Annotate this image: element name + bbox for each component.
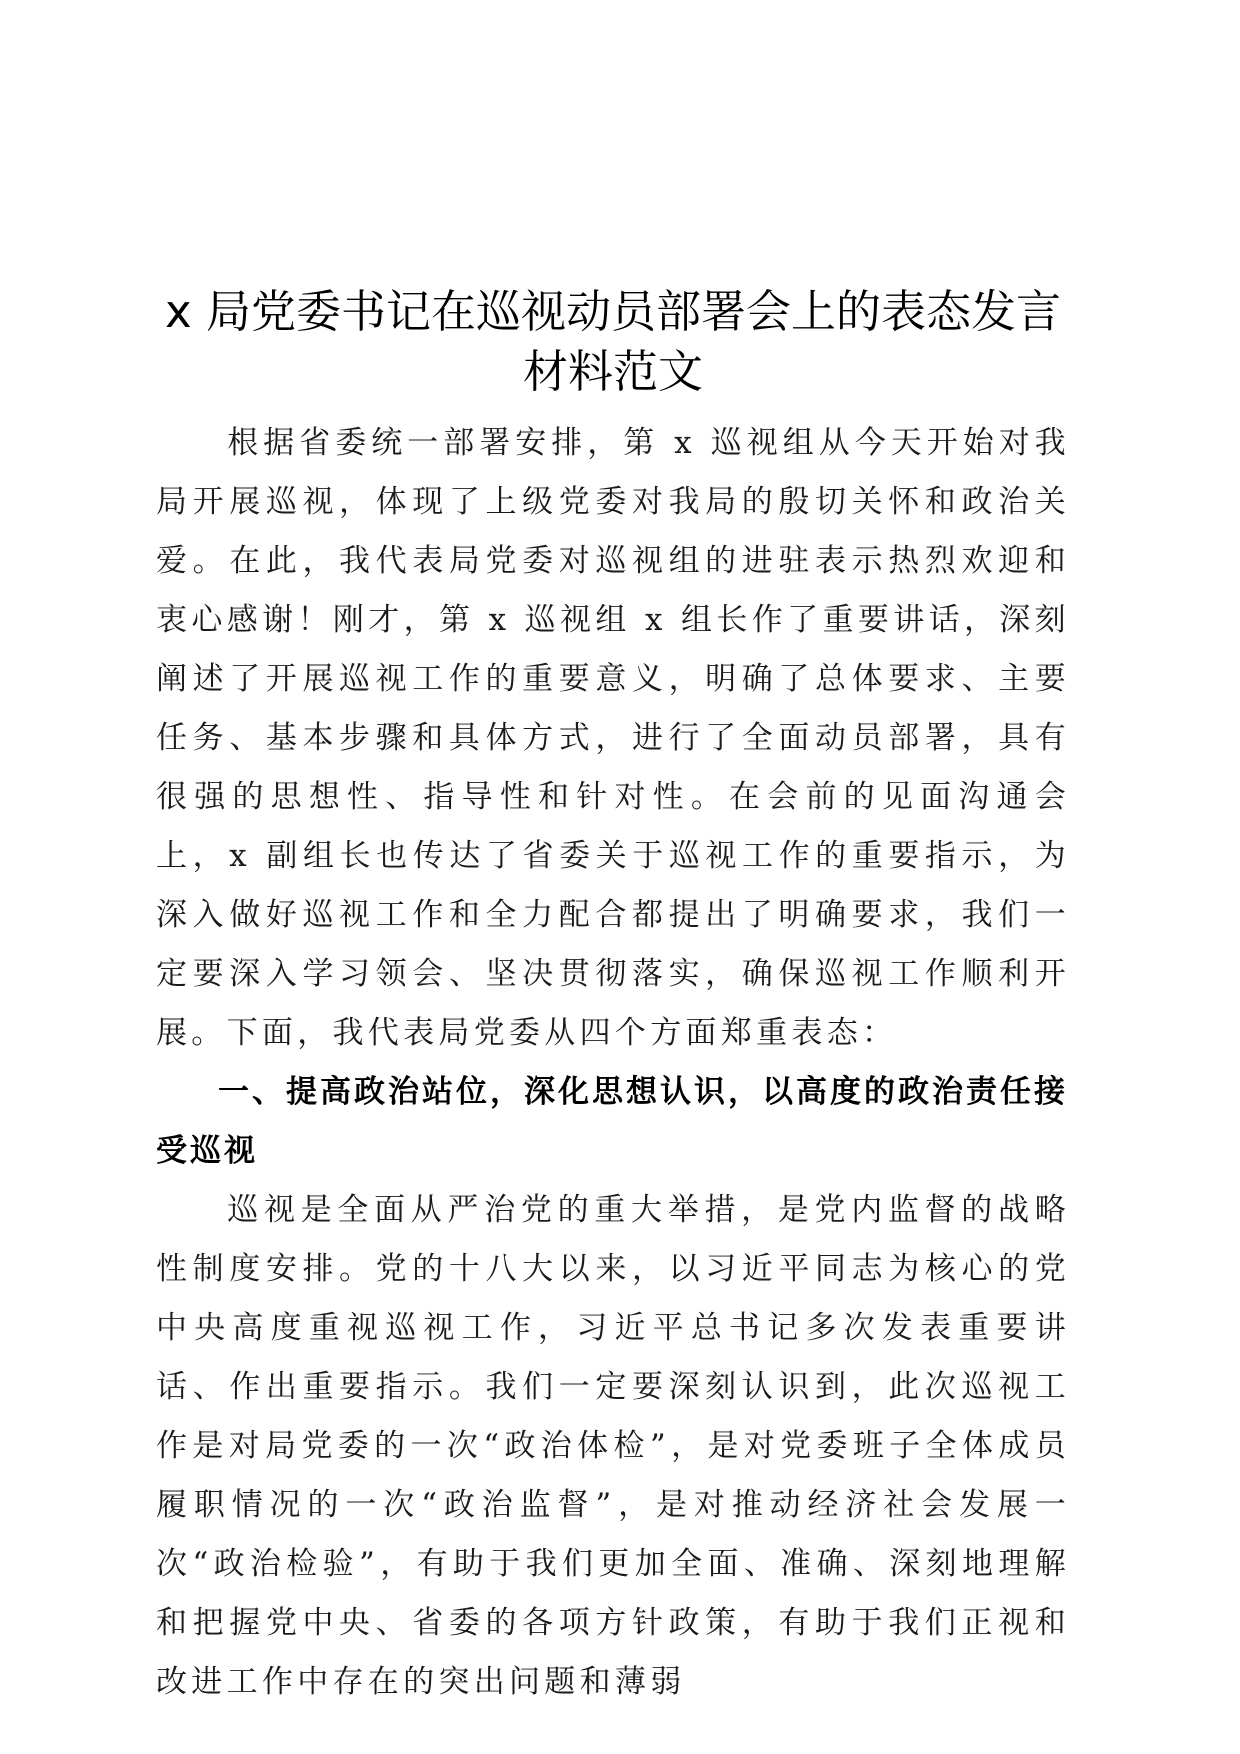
title-line-2: 材料范文 xyxy=(522,345,703,398)
document-title xyxy=(156,282,1070,402)
section-heading-1: 一、提高政治站位，深化思想认识，以高度的政治责任接受巡视 xyxy=(156,1074,1068,1169)
document-content xyxy=(156,282,1070,1712)
paragraph-section-1: 巡视是全面从严治党的重大举措，是党内监督的战略性制度安排。党的十八大以来，以习近平同志为核心的党中央高度重视巡视工作，习近平总书记多次发表重要讲话、作出重要指示。我们一定要深刻认识到，此次巡视工作是对局党委的一次“政治体检”，是对党委班子全体成员履职情况的一次“政治监督”，是对推动经济社会发展一次“政治检验”，有助于我们更加全面、准确、深刻地理解和把握党中央、省委的各项方针政策，有助于我们正视和改进工作中存在的突出问题和薄弱 xyxy=(156,1192,1070,1700)
paragraph-intro: 根据省委统一部署安排，第 x 巡视组从今天开始对我局开展巡视，体现了上级党委对我局的殷切关怀和政治关爱。在此，我代表局党委对巡视组的进驻表示热烈欢迎和衷心感谢！刚才，第 x 巡视组 x 组长作了重要讲话，深刻阐述了开展巡视工作的重要意义，明确了总体要求、主要任务、基本步骤和具体方式，进行了全面动员部署，具有很强的思想性、指导性和针对性。在会前的见面沟通会上，x 副组长也传达了省委关于巡视工作的重要指示，为深入做好巡视工作和全力配合都提出了明确要求，我们一定要深入学习领会、坚决贯彻落实，确保巡视工作顺利开展。下面，我代表局党委从四个方面郑重表态： xyxy=(156,425,1070,1051)
title-line-1: x 局党委书记在巡视动员部署会上的表态发言 xyxy=(165,285,1061,338)
